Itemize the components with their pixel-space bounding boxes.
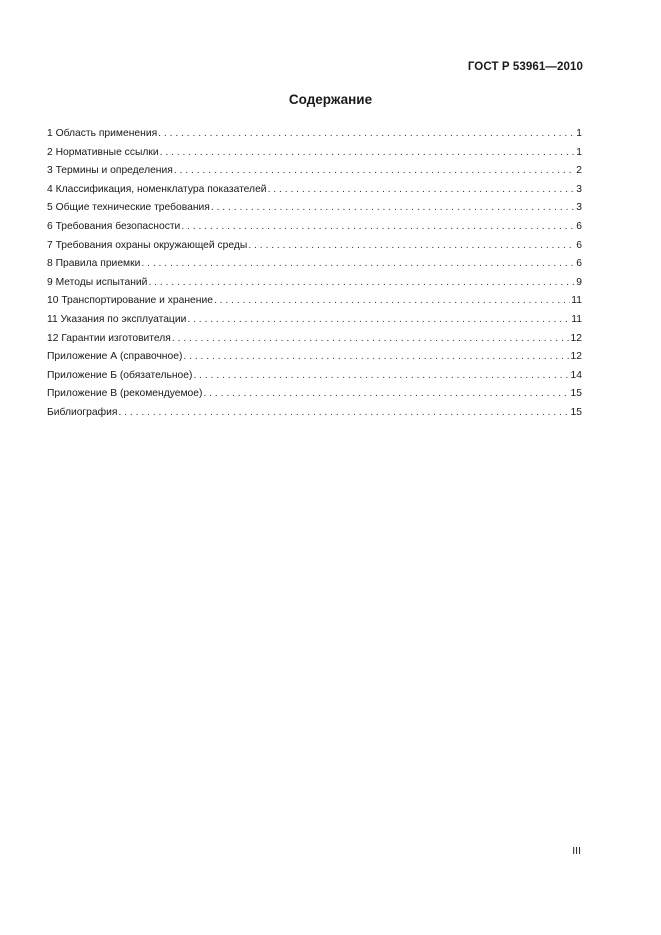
- toc-entry-label: Приложение А (справочное): [47, 351, 183, 363]
- toc-entry-page: 14: [570, 369, 582, 381]
- toc-entry-page: 15: [570, 406, 582, 418]
- toc-entry[interactable]: [47, 255, 582, 274]
- toc-entry-label: 1 Область применения: [47, 128, 158, 139]
- toc-entry-page: 9: [576, 276, 582, 288]
- toc-entry-label: Приложение В (рекомендуемое): [47, 388, 203, 400]
- toc-leader-dots: [183, 348, 569, 367]
- toc-entry-page: 12: [570, 332, 582, 344]
- toc-entry-label: 6 Требования безопасности: [47, 220, 181, 232]
- page-number: III: [572, 845, 581, 857]
- toc-entry-page: 6: [576, 220, 582, 232]
- toc-entry[interactable]: [47, 348, 582, 367]
- toc-leader-dots: [268, 181, 576, 200]
- toc-entry-label: 2 Нормативные ссылки: [47, 146, 159, 158]
- toc-leader-dots: [141, 255, 575, 274]
- toc-leader-dots: [193, 367, 569, 386]
- toc-leader-dots: [172, 330, 570, 349]
- document-code: ГОСТ Р 53961—2010: [467, 61, 583, 73]
- toc-entry[interactable]: [47, 367, 582, 386]
- toc-entry-label: 5 Общие технические требования: [47, 202, 210, 214]
- toc-entry[interactable]: [47, 311, 582, 330]
- toc-entry[interactable]: [47, 292, 582, 311]
- toc-entry-label: 7 Требования охраны окружающей среды: [47, 239, 248, 251]
- toc-leader-dots: [181, 218, 575, 237]
- table-of-contents: [47, 125, 582, 423]
- toc-entry[interactable]: [47, 125, 582, 144]
- toc-entry-page: 3: [576, 183, 582, 195]
- toc-title: [0, 92, 661, 107]
- toc-entry-page: 1: [576, 128, 582, 139]
- toc-entry-page: 2: [576, 165, 582, 177]
- toc-entry-label: 3 Термины и определения: [47, 165, 173, 177]
- toc-leader-dots: [160, 144, 576, 163]
- toc-entry[interactable]: [47, 181, 582, 200]
- toc-entry[interactable]: [47, 404, 582, 423]
- toc-entry-page: 6: [576, 258, 582, 270]
- toc-entry-label: Приложение Б (обязательное): [47, 369, 193, 381]
- toc-entry[interactable]: [47, 218, 582, 237]
- toc-entry[interactable]: [47, 330, 582, 349]
- toc-entry-page: 15: [570, 388, 582, 400]
- toc-leader-dots: [214, 292, 570, 311]
- toc-entry-label: 9 Методы испытаний: [47, 276, 148, 288]
- toc-entry-label: 11 Указания по эксплуатации: [47, 313, 187, 325]
- toc-entry[interactable]: [47, 144, 582, 163]
- toc-entry-label: 4 Классификация, номенклатура показателей: [47, 183, 267, 195]
- toc-entry-page: 6: [576, 239, 582, 251]
- toc-entry[interactable]: [47, 274, 582, 293]
- toc-leader-dots: [118, 404, 569, 423]
- toc-leader-dots: [187, 311, 570, 330]
- toc-leader-dots: [211, 199, 575, 218]
- toc-entry-label: 12 Гарантии изготовителя: [47, 332, 171, 344]
- toc-leader-dots: [203, 385, 569, 404]
- toc-entry-page: 11: [571, 295, 582, 307]
- toc-entry-label: Библиография: [47, 406, 118, 418]
- toc-leader-dots: [148, 274, 575, 293]
- toc-title-text: Содержание: [288, 92, 373, 107]
- toc-entry[interactable]: [47, 237, 582, 256]
- toc-entry[interactable]: [47, 199, 582, 218]
- toc-entry-label: 10 Транспортирование и хранение: [47, 295, 213, 307]
- toc-entry-label: 8 Правила приемки: [47, 258, 141, 270]
- toc-entry[interactable]: [47, 162, 582, 181]
- toc-leader-dots: [174, 162, 575, 181]
- toc-entry-page: 1: [576, 146, 582, 158]
- toc-entry-page: 11: [571, 313, 582, 325]
- toc-leader-dots: [248, 237, 575, 256]
- toc-entry-page: 12: [570, 351, 582, 363]
- toc-leader-dots: [158, 125, 575, 144]
- toc-entry-page: 3: [576, 202, 582, 214]
- toc-entry[interactable]: [47, 385, 582, 404]
